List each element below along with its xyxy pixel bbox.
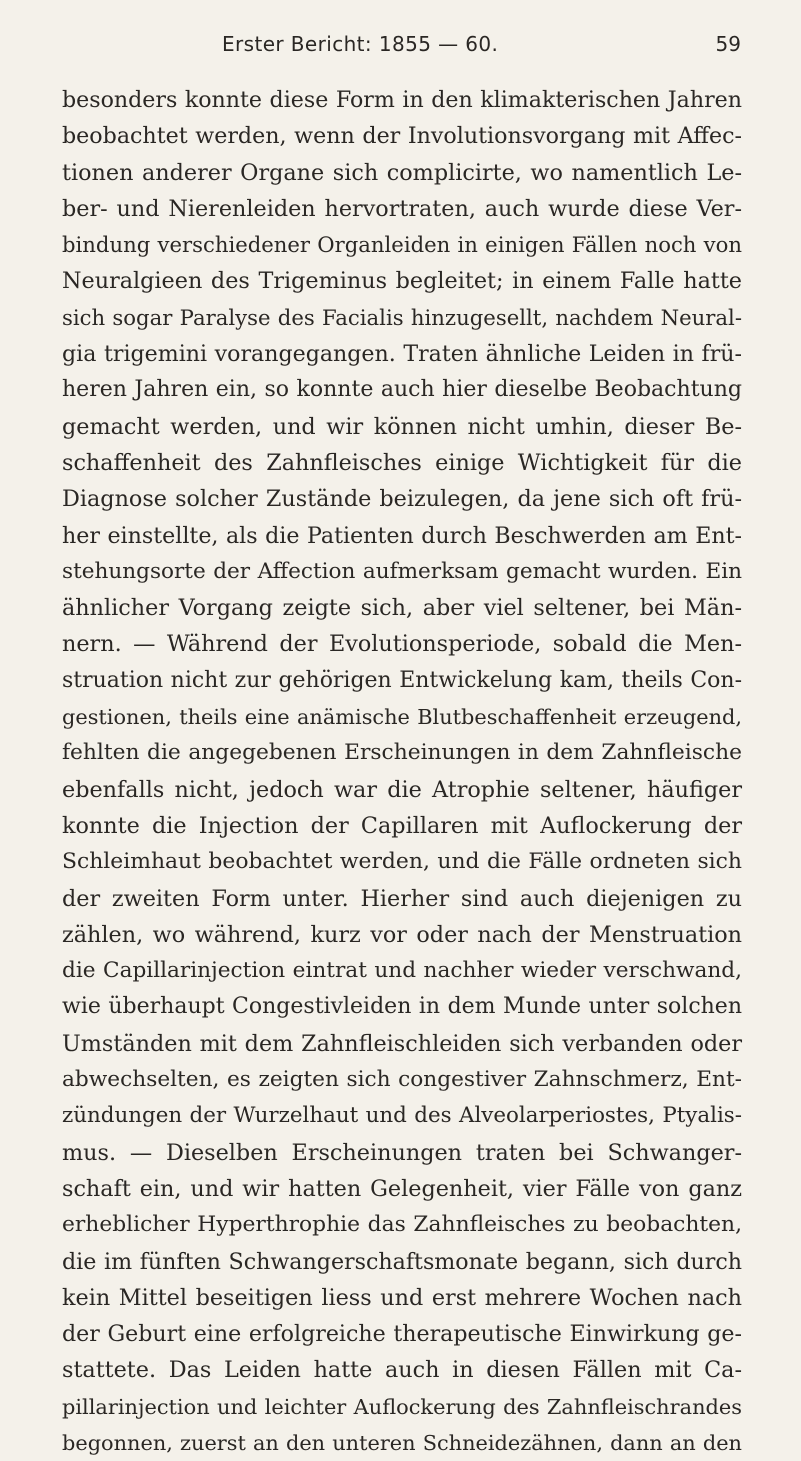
- text-line: konnte die Injection der Capillaren mit Auflockerung der: [62, 812, 742, 839]
- text-line: Schleimhaut beobachtet werden, und die Fälle ordneten sich: [62, 849, 742, 875]
- text-line: zählen, wo während, kurz vor oder nach der Menstruation: [62, 921, 742, 948]
- text-line: begonnen, zuerst an den unteren Schneidezähnen, dann an den: [62, 1430, 742, 1455]
- text-line: ber- und Nierenleiden hervortraten, auch wurde diese Ver-: [62, 195, 742, 222]
- text-line: Diagnose solcher Zustände beizulegen, da jene sich oft frü-: [62, 486, 742, 513]
- text-line: tionen anderer Organe sich complicirte, wo namentlich Le-: [62, 159, 742, 186]
- text-line: abwechselten, es zeigten sich congestiver Zahnschmerz, Ent-: [62, 1067, 742, 1093]
- text-line: struation nicht zur gehörigen Entwickelung kam, theils Con-: [62, 667, 742, 693]
- text-line: ebenfalls nicht, jedoch war die Atrophie seltener, häufiger: [62, 776, 742, 803]
- text-line: schaffenheit des Zahnfleisches einige Wichtigkeit für die: [62, 449, 742, 476]
- text-line: gemacht werden, und wir können nicht umhin, dieser Be-: [62, 413, 742, 440]
- text-line: bindung verschiedener Organleiden in einigen Fällen noch von: [62, 232, 742, 258]
- text-line: wie überhaupt Congestivleiden in dem Munde unter solchen: [62, 994, 742, 1020]
- text-line: schaft ein, und wir hatten Gelegenheit, vier Fälle von ganz: [62, 1175, 742, 1202]
- text-line: Neuralgieen des Trigeminus begleitet; in einem Falle hatte: [62, 268, 742, 295]
- text-line: der Geburt eine erfolgreiche therapeutische Einwirkung ge-: [62, 1321, 742, 1348]
- text-line: kein Mittel beseitigen liess und erst mehrere Wochen nach: [62, 1284, 742, 1311]
- text-line: erheblicher Hyperthrophie das Zahnfleisches zu beobachten,: [62, 1212, 742, 1238]
- page-number: 59: [715, 32, 741, 56]
- text-line: fehlten die angegebenen Erscheinungen in dem Zahnfleische: [62, 740, 742, 766]
- text-line: beobachtet werden, wenn der Involutionsvorgang mit Affec-: [62, 123, 742, 150]
- text-line: sich sogar Paralyse des Facialis hinzugesellt, nachdem Neural-: [62, 304, 742, 330]
- body-text: [62, 82, 742, 1461]
- text-line: besonders konnte diese Form in den klimakterischen Jahren: [62, 87, 742, 113]
- text-line: die Capillarinjection eintrat und nachher wieder verschwand,: [62, 958, 742, 984]
- text-line: die im fünften Schwangerschaftsmonate begann, sich durch: [62, 1248, 742, 1275]
- text-line: zündungen der Wurzelhaut und des Alveolarperiostes, Ptyalis-: [62, 1103, 742, 1129]
- text-line: nern. — Während der Evolutionsperiode, sobald die Men-: [62, 631, 742, 658]
- text-line: gestionen, theils eine anämische Blutbeschaffenheit erzeugend,: [62, 705, 742, 730]
- text-line: stehungsorte der Affection aufmerksam gemacht wurden. Ein: [62, 558, 742, 584]
- text-line: Umständen mit dem Zahnfleischleiden sich verbanden oder: [62, 1030, 742, 1057]
- text-line: heren Jahren ein, so konnte auch hier dieselbe Beobachtung: [62, 377, 742, 403]
- text-line: mus. — Dieselben Erscheinungen traten bei Schwanger-: [62, 1139, 742, 1166]
- text-line: her einstellte, als die Patienten durch Beschwerden am Ent-: [62, 522, 742, 549]
- text-line: gia trigemini vorangegangen. Traten ähnliche Leiden in frü-: [62, 341, 742, 368]
- text-line: der zweiten Form unter. Hierher sind auch diejenigen zu: [62, 885, 742, 912]
- running-head: [0, 28, 801, 58]
- text-line: stattete. Das Leiden hatte auch in diesen Fällen mit Ca-: [62, 1357, 742, 1384]
- text-line: pillarinjection und leichter Auflockerung des Zahnfleischrandes: [62, 1394, 742, 1419]
- running-title: Erster Bericht: 1855 — 60.: [222, 32, 499, 56]
- text-line: ähnlicher Vorgang zeigte sich, aber viel seltener, bei Män-: [62, 595, 742, 622]
